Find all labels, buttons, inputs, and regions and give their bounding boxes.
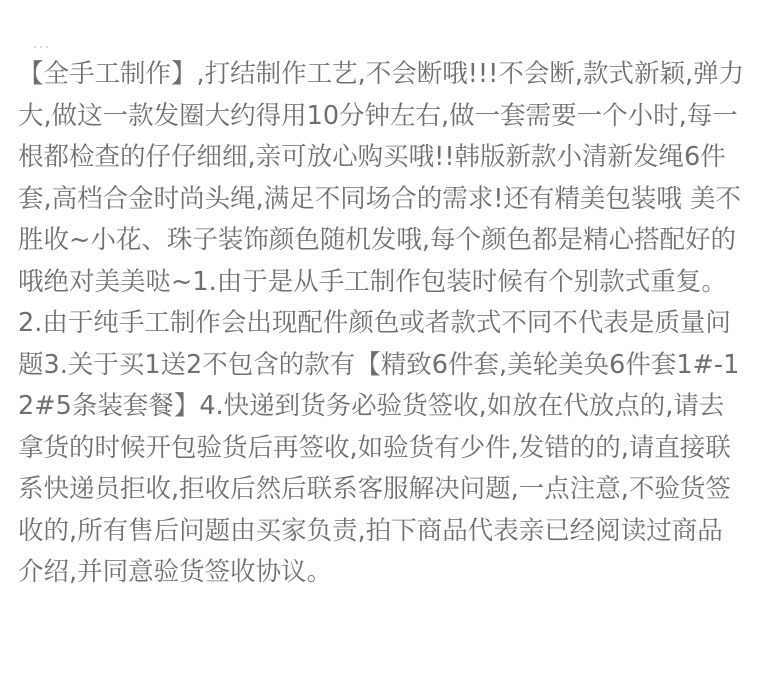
decorative-dots-icon <box>34 46 58 54</box>
dot-2 <box>40 46 42 48</box>
product-description-text: 【全手工制作】,打结制作工艺,不会断哦!!!不会断,款式新颖,弹力大,做这一款发圈大约得用10分钟左右,做一套需要一个小时,每一根都检查的仔仔细细,亲可放心购买哦!!韩版新款小清新发绳6件套,高档合金时尚头绳,满足不同场合的需求!还有精美包装哦 美不胜收~小花、珠子装饰颜色随机发哦,每个颜色都是精心搭配好的哦绝对美美哒~1.由于是从手工制作包装时候有个别款式重复。2.由于纯手工制作会出现配件颜色或者款式不同不代表是质量问题3.关于买1送2不包含的款有【精致6件套,美轮美奂6件套1#-12#5条装套餐】4.快递到货务必验货签收,如放在代放点的,请去拿货的时候开包验货后再签收,如验货有少件,发错的的,请直接联系快递员拒收,拒收后然后联系客服解决问题,一点注意,不验货签收的,所有售后问题由买家负责,拍下商品代表亲已经阅读过商品介绍,并同意验货签收协议。 <box>18 59 745 587</box>
dot-1 <box>34 46 36 48</box>
dot-3 <box>46 46 48 48</box>
